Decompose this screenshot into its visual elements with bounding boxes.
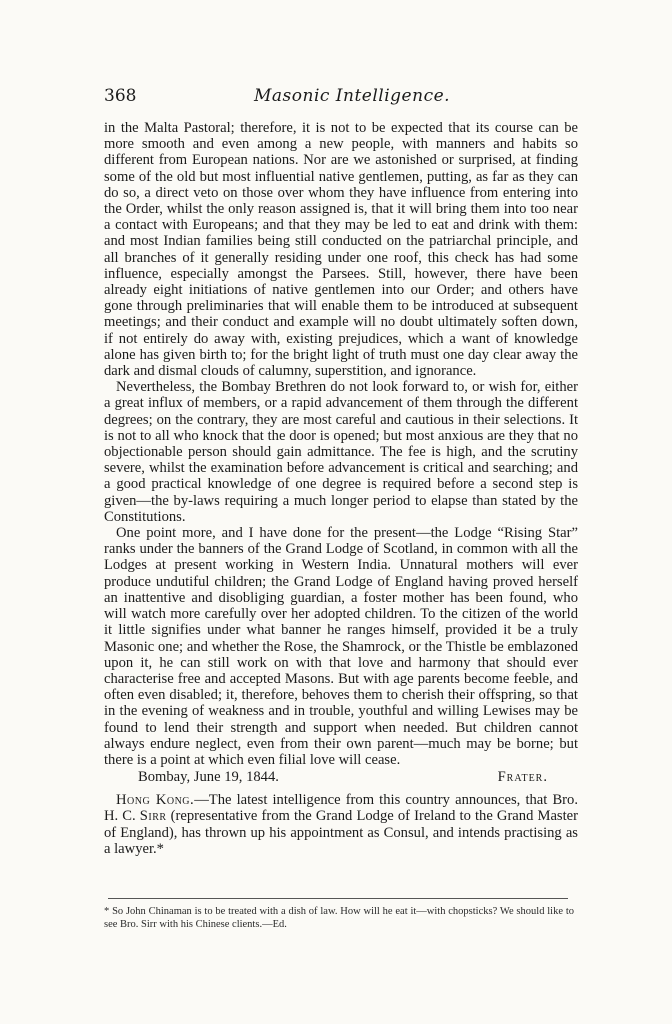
footnote: * So John Chinaman is to be treated with a dish of law. How will he eat it—with chopsticks? We should like to see Bro. Sirr with his Chinese clients.—Ed. xyxy=(104,906,574,930)
signature-name: Frater. xyxy=(497,769,548,786)
footnote-rule xyxy=(108,898,568,899)
signature-line xyxy=(104,769,578,786)
news-text-after-name: (representative from the Grand Lodge of Ireland to the Grand Master of England), has thrown up his appointment as Consul, and intends practising as a lawyer.* xyxy=(104,808,578,857)
signature-place-date: Bombay, June 19, 1844. xyxy=(138,769,279,786)
news-name: Sirr xyxy=(139,808,167,825)
paragraph-malta-pastoral: in the Malta Pastoral; therefore, it is not to be expected that its course can be more smooth and even among a new people, with manners and habits so different from European nations. Nor are we astonished or surprised, at finding some of the old but most influential native gentlemen, putting, as far as they can do so, a direct veto on those over whom they have influence from entering into the Order, whilst the only reason assigned is, that it will bring them into too near a contact with Europeans; and that they may be led to eat and drink with them: and most Indian families being still conducted on the patriarchal principle, and all branches of it generally residing under one roof, this check has had some influence, especially amongst the Parsees. Still, however, there have been already eight initiations of native gentlemen into our Order; and others have gone through preliminaries that will enable them to be introduced at subsequent meetings; and their conduct and example will no doubt ultimately soften down, if not entirely do away with, existing prejudices, which a want of knowledge alone has given birth to; for the bright light of truth must one day clear away the dark and dismal clouds of calumny, superstition, and ignorance. xyxy=(104,120,578,380)
paragraph-bombay-brethren: Nevertheless, the Bombay Brethren do not look forward to, or wish for, either a great influx of members, or a rapid advancement of them through the different degrees; on the contrary, they are most careful and cautious in their selections. It is not to all who knock that the door is opened; but most anxious are they that no objectionable person should gain admittance. The fee is high, and the scrutiny severe, whilst the examination before advancement is critical and searching; and a good practical knowledge of one degree is required before a second step is given—the by-laws requiring a much longer period to elapse than stated by the Constitutions. xyxy=(104,379,578,525)
news-heading: Hong Kong. xyxy=(116,792,195,809)
article-body xyxy=(104,120,578,857)
hong-kong-news xyxy=(104,792,578,857)
running-title: Masonic Intelligence. xyxy=(254,86,451,106)
page-number: 368 xyxy=(104,86,137,106)
page-header xyxy=(104,86,578,110)
paragraph-rising-star: One point more, and I have done for the present—the Lodge “Rising Star” ranks under the banners of the Grand Lodge of Scotland, in common with all the Lodges at present working in Western India. Unnatural mothers will ever produce undutiful children; the Grand Lodge of England having proved herself an inattentive and disobliging guardian, a foster mother has been found, who will watch more carefully over her adopted children. To the citizen of the world it little signifies under what banner he ranges himself, provided it be a truly Masonic one; and whether the Rose, the Shamrock, or the Thistle be emblazoned upon it, he can still work on with that love and harmony that should ever characterise free and accepted Masons. But with age parents become feeble, and often even disabled; it, therefore, behoves them to cherish their offspring, so that in the evening of weakness and in trouble, youthful and willing Lewises may be found to lend their strength and support when needed. But children cannot always endure neglect, even from their own parent—much may be borne; but there is a point at which even filial love will cease. xyxy=(104,525,578,768)
news-text-before-name: —The latest intelligence from this country announces, that Bro. H. C. xyxy=(104,792,578,825)
